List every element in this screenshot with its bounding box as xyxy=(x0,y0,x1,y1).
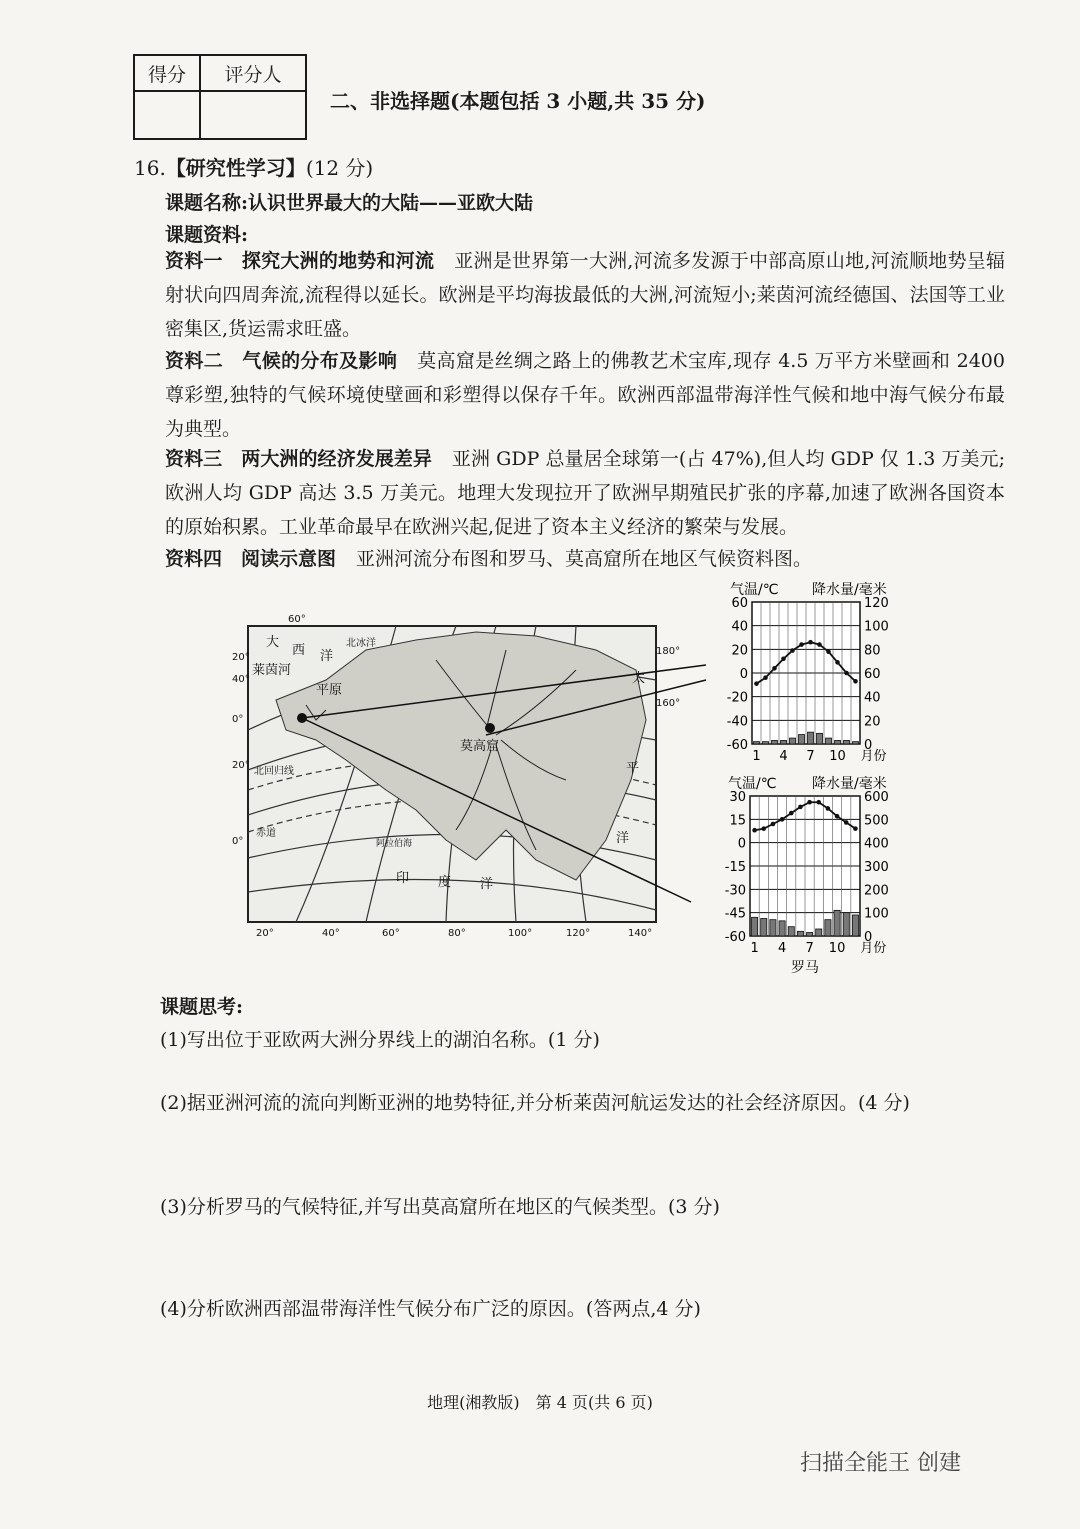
chart-temp-tick: -15 xyxy=(724,860,746,875)
question-points: (12 分) xyxy=(305,156,374,180)
precip-bar xyxy=(770,920,776,936)
temperature-point xyxy=(789,811,794,816)
temperature-point xyxy=(835,660,840,665)
page-footer: 地理(湘教版) 第 4 页(共 6 页) xyxy=(427,1393,653,1412)
precip-bar xyxy=(779,921,785,936)
chart-precip-tick: 600 xyxy=(864,790,889,805)
rome-dot xyxy=(297,713,307,723)
top-label: 60° xyxy=(288,614,306,625)
chart-precip-tick: 300 xyxy=(864,860,889,875)
question-tag: 【研究性学习】 xyxy=(165,156,306,180)
chart-ylabel: 气温/℃ xyxy=(730,582,779,598)
chart-temp-tick: 30 xyxy=(729,790,746,805)
map-label-pacific-2: 平 xyxy=(626,761,640,776)
material-2-label: 资料二 气候的分布及影响 xyxy=(165,350,398,372)
bottom-label: 140° xyxy=(628,928,653,939)
grader-header: 评分人 xyxy=(200,55,306,91)
temperature-point xyxy=(807,800,812,805)
map-label-arctic: 北冰洋 xyxy=(346,638,376,649)
precip-bar xyxy=(799,735,805,744)
rome-climate-chart xyxy=(716,764,906,980)
sub-question-1: (1)写出位于亚欧两大洲分界线上的湖泊名称。(1 分) xyxy=(160,1029,600,1051)
map-label-indian-2: 度 xyxy=(438,875,452,890)
precip-bar xyxy=(761,919,767,937)
temperature-point xyxy=(781,657,786,662)
score-table xyxy=(133,54,307,140)
material-3-label: 资料三 两大洲的经济发展差异 xyxy=(165,448,432,470)
material-2-text: 莫高窟是丝绸之路上的佛教艺术宝库,现存 4.5 万平方米壁画和 2400 尊彩塑,独特的气候环境使壁画和彩塑得以保存千年。欧洲西部温带海洋性气候和地中海气候分布最为典型。 xyxy=(165,350,1005,440)
material-1 xyxy=(165,244,1005,346)
chart-precip-tick: 0 xyxy=(864,738,873,753)
chart-temp-tick: 40 xyxy=(731,619,748,635)
precip-bar xyxy=(772,740,778,744)
material-3-text: 亚洲 GDP 总量居全球第一(占 47%),但人均 GDP 仅 1.3 万美元;欧洲人均 GDP 高达 3.5 万美元。地理大发现拉开了欧洲早期殖民扩张的序幕,加速了欧洲各国资本的原始积累。工业革命最早在欧洲兴起,促进了资本主义经济的繁荣与发展。 xyxy=(165,448,1005,538)
chart-x-tick: 7 xyxy=(806,749,815,764)
chart-precip-tick: 80 xyxy=(864,643,881,659)
temperature-point xyxy=(799,642,804,647)
mogao-dot xyxy=(485,723,495,733)
top-label: 160° xyxy=(656,698,681,709)
map-label-pacific-1: 太 xyxy=(632,671,646,686)
chart-temp-tick: 0 xyxy=(739,667,748,682)
thinking-label: 课题思考: xyxy=(160,996,244,1018)
chart-x-tick: 4 xyxy=(779,749,788,764)
chart-precip-tick: 0 xyxy=(864,930,873,945)
question-header xyxy=(134,152,373,181)
chart-precip-tick: 200 xyxy=(864,883,889,899)
map-label-plain: 平原 xyxy=(316,683,343,698)
material-2 xyxy=(165,344,1005,446)
sub-question-3: (3)分析罗马的气候特征,并写出莫高窟所在地区的气候类型。(3 分) xyxy=(160,1196,720,1218)
temperature-point xyxy=(826,806,831,811)
precip-bar xyxy=(852,915,858,936)
temperature-point xyxy=(763,675,768,680)
precip-bar xyxy=(843,913,849,936)
lat-label: 0° xyxy=(232,714,244,725)
material-3 xyxy=(165,442,1005,544)
temperature-point xyxy=(817,642,822,647)
chart-x-tick: 7 xyxy=(805,941,814,956)
chart-ylabel: 气温/℃ xyxy=(728,776,777,792)
temperature-point xyxy=(771,822,776,827)
precip-bar xyxy=(797,931,803,936)
precip-bar xyxy=(752,917,758,936)
temperature-point xyxy=(752,828,757,833)
bottom-label: 100° xyxy=(508,928,533,939)
map-label-atlantic-3: 洋 xyxy=(320,649,334,664)
bottom-label: 60° xyxy=(382,928,400,939)
precip-bar xyxy=(835,740,841,744)
precip-bar xyxy=(788,927,794,936)
precip-bar xyxy=(781,740,787,744)
temperature-point xyxy=(835,814,840,819)
sub-question-2: (2)据亚洲河流的流向判断亚洲的地势特征,并分析莱茵河航运发达的社会经济原因。(4 分) xyxy=(160,1092,910,1114)
materials-label: 课题资料: xyxy=(165,224,249,246)
precip-bar xyxy=(826,738,832,744)
precip-bar xyxy=(754,742,760,744)
question-number: 16. xyxy=(134,156,166,180)
map-label-pacific-3: 洋 xyxy=(616,831,630,846)
map-label-indian-3: 洋 xyxy=(480,877,494,892)
chart-precip-tick: 100 xyxy=(864,619,889,635)
lat-label: 0° xyxy=(232,836,244,847)
precip-bar xyxy=(817,733,823,744)
sub-question-4: (4)分析欧洲西部温带海洋性气候分布广泛的原因。(答两点,4 分) xyxy=(160,1298,701,1320)
map-label-mogao: 莫高窟 xyxy=(460,739,500,754)
chart-x-tick: 1 xyxy=(750,941,759,956)
chart-ylabel-right: 降水量/毫米 xyxy=(812,582,887,598)
asia-river-map xyxy=(232,610,716,940)
material-4-text: 亚洲河流分布图和罗马、莫高窟所在地区气候资料图。 xyxy=(356,548,813,570)
precip-bar xyxy=(834,910,840,936)
precip-bar xyxy=(844,740,850,744)
temperature-point xyxy=(853,826,858,831)
material-1-text: 亚洲是世界第一大洲,河流多发源于中部高原山地,河流顺地势呈辐射状向四周奔流,流程得以延长。欧洲是平均海拔最低的大洲,河流短小;莱茵河流经德国、法国等工业密集区,货运需求旺盛。 xyxy=(165,250,1005,340)
chart-temp-tick: -45 xyxy=(724,906,746,922)
temperature-point xyxy=(826,649,831,654)
chart-precip-tick: 100 xyxy=(864,906,889,922)
section-title: 二、非选择题(本题包括 3 小题,共 35 分) xyxy=(330,89,706,113)
mogao-climate-chart xyxy=(720,572,900,762)
temperature-point xyxy=(772,666,777,671)
temperature-point xyxy=(780,817,785,822)
map-label-atlantic-2: 西 xyxy=(292,643,306,658)
lat-label: 20° xyxy=(232,760,250,771)
lat-label: 40° xyxy=(232,674,250,685)
chart-precip-tick: 40 xyxy=(864,690,881,706)
chart-precip-tick: 500 xyxy=(864,813,889,829)
temperature-point xyxy=(816,800,821,805)
chart-title: 罗马 xyxy=(791,960,819,976)
map-label-equator: 赤道 xyxy=(256,828,276,839)
chart-temp-tick: -60 xyxy=(726,738,748,753)
precip-bar xyxy=(816,929,822,936)
chart-temp-tick: 15 xyxy=(729,813,746,829)
bottom-label: 40° xyxy=(322,928,340,939)
map-label-tropic: 北回归线 xyxy=(254,766,294,777)
chart-x-unit: 月份 xyxy=(860,749,887,764)
temperature-point xyxy=(844,671,849,676)
score-header: 得分 xyxy=(134,55,200,91)
topic-title: 课题名称:认识世界最大的大陆——亚欧大陆 xyxy=(165,192,534,214)
precip-bar xyxy=(807,933,813,937)
precip-bar xyxy=(825,920,831,936)
chart-temp-tick: -40 xyxy=(726,714,748,730)
map-label-atlantic-1: 大 xyxy=(266,635,280,650)
grader-cell[interactable] xyxy=(200,91,306,139)
chart-temp-tick: 0 xyxy=(737,836,746,852)
chart-ylabel-right: 降水量/毫米 xyxy=(812,776,887,792)
chart-x-tick: 1 xyxy=(752,749,761,764)
precip-bar xyxy=(763,742,769,744)
chart-temp-tick: -30 xyxy=(724,883,746,899)
chart-temp-tick: -60 xyxy=(724,930,746,945)
chart-x-tick: 4 xyxy=(777,941,787,956)
score-cell[interactable] xyxy=(134,91,200,139)
chart-x-tick: 10 xyxy=(828,941,846,956)
bottom-label: 20° xyxy=(256,928,274,939)
temperature-point xyxy=(754,681,759,686)
chart-x-tick: 10 xyxy=(829,749,846,764)
precip-bar xyxy=(808,732,814,744)
bottom-label: 80° xyxy=(448,928,466,939)
temperature-point xyxy=(798,805,803,810)
lat-label: 20° xyxy=(232,652,250,663)
chart-temp-tick: -20 xyxy=(726,690,748,706)
temperature-point xyxy=(844,820,849,825)
bottom-label: 120° xyxy=(566,928,591,939)
chart-x-unit: 月份 xyxy=(860,941,887,956)
temperature-point xyxy=(761,826,766,831)
map-label-indian-1: 印 xyxy=(396,871,410,886)
chart-precip-tick: 60 xyxy=(864,667,881,682)
chart-temp-tick: 60 xyxy=(731,596,748,611)
map-label-arab: 阿拉伯海 xyxy=(376,839,413,849)
chart-precip-tick: 400 xyxy=(864,836,889,852)
scanner-watermark: 扫描全能王 创建 xyxy=(800,1451,961,1476)
material-4 xyxy=(165,542,1005,576)
material-1-label: 资料一 探究大洲的地势和河流 xyxy=(165,250,435,272)
chart-temp-tick: 20 xyxy=(731,643,748,659)
precip-bar xyxy=(853,742,859,744)
temperature-point xyxy=(790,648,795,653)
chart-precip-tick: 20 xyxy=(864,714,881,730)
temperature-point xyxy=(808,640,813,645)
material-4-label: 资料四 阅读示意图 xyxy=(165,548,337,570)
chart-precip-tick: 120 xyxy=(864,596,889,611)
precip-bar xyxy=(790,738,796,744)
map-label-rhine: 莱茵河 xyxy=(252,663,292,678)
top-label: 180° xyxy=(656,646,681,657)
temperature-point xyxy=(853,679,858,684)
